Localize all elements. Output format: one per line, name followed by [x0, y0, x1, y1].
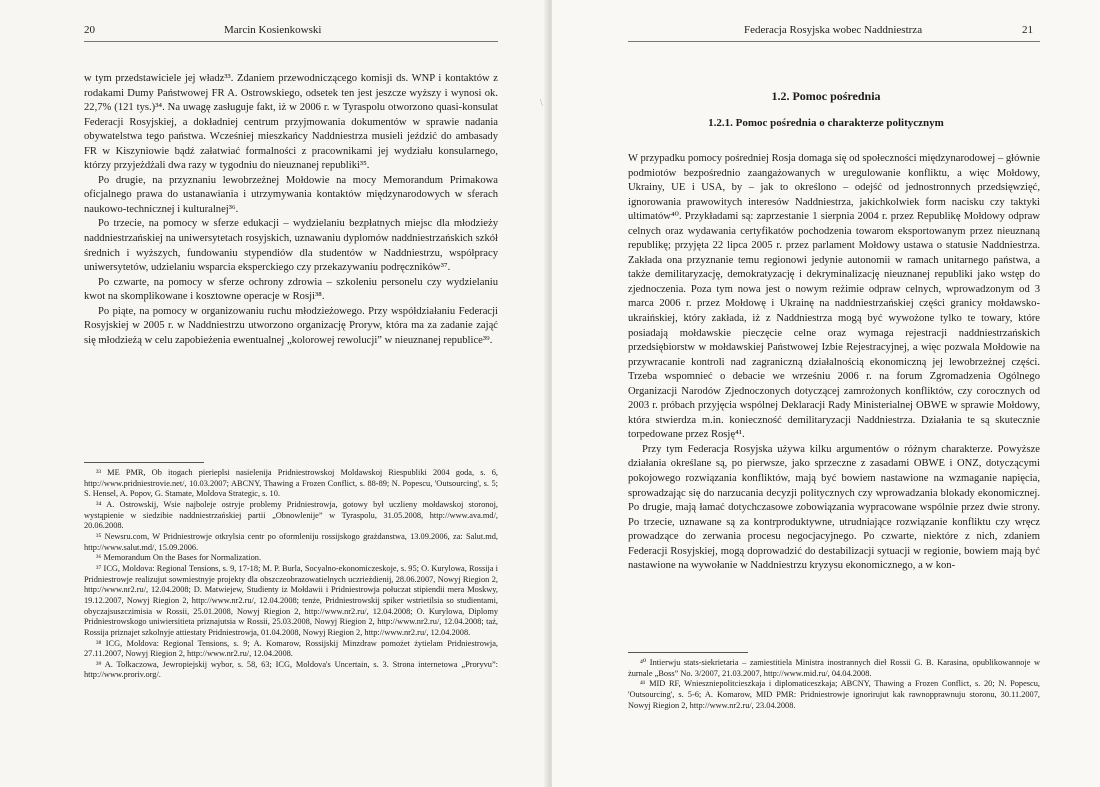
paragraph: w tym przedstawiciele jej władz³³. Zdaniem przewodniczącego komisji ds. WNP i kontaktów z rodakami Dumy Państwowej FR A. Ostrowskiego, odsetek ten jest jeszcze wyższy i wynosi ok. 22,7% (121 tys.)³⁴. Na uwagę zasługuje fakt, iż w 2006 r. w Tyraspolu otworzono quasi-konsulat Federacji Rosyjskiej, a dokładniej centrum przyjmowania dokumentów w sprawie nadania obywatelstwa tego państwa. Wcześniej mieszkańcy Naddniestrza musieli jeździć do ambasady FR w Kiszyniowie bądź załatwiać formalności z pracownikami jej wydziału konsularnego, którzy przyjeżdżali dwa razy w tygodniu do nieuznanej republiki³⁵.	[84, 73, 498, 172]
footnote: ³⁷ ICG, Moldova: Regional Tensions, s. 9, 17-18; M. P. Burla, Socyalno-ekonomiczeskoje, s. 95; O. Kurylowa, Rossija i Pridniestrowje realizujut sowmiestnyje projekty dla obszczeobrazowatielnych uczrieżdienij, 28.06.2007, Nowyj Riegion 2, http://www.nr2.ru/, 12.04.2008; D. Matwiejew, Studienty iz Mołdawii i Pridniestrowja połuczat stipiendii mera Moskwy, 19.12.2007, Nowyj Riegion 2, http://www.nr2.ru/, 12.04.2008; tenże, Pridniestrowskij spiker wstrietilsia so studientami, obyczajsuszczimisia w Rossii, 25.01.2008, Nowyj Riegion 2, http://www.nr2.ru/, 12.04.2008; O. Kurylowa, Diplomy Pridniestrowskogo uniwiersitieta priznajutsia w Rossii, 25.03.2008, Nowyj Riegion 2, http://www.nr2.ru/, 12.04.2008; taż, Rossija priznajet szkolnyje attiestaty Pridniestrowja, 01.04.2008, Nowyj Riegion 2, http://www.nr2.ru/, 12.04.2008.	[84, 563, 498, 637]
footnote: ³⁶ Memorandum On the Bases for Normalization.	[96, 553, 262, 563]
running-head: Federacja Rosyjska wobec Naddniestrza	[744, 24, 923, 36]
footnote: ³⁵ Newsru.com, W Pridniestrowje otkrylsia centr po oformleniju rossijskogo grażdanstwa, 13.09.2006, za: Salut.md, http://www.salut.md/, 15.09.2006.	[84, 531, 498, 552]
page-number: 21	[1022, 24, 1033, 36]
footnote: ⁴⁰ Intierwju stats-siekrietaria – zamiestitiela Ministra inostrannych dieł Rossii G. B. Karasina, opublikowannoje w żurnale „Boss” No. 3/2007, 21.03.2007, http://www.mid.ru/, 04.04.2008.	[628, 658, 1040, 678]
footnotes	[84, 468, 498, 681]
footnote: ⁴¹ MID RF, Wnieszniepolitcieszkaja i diplomaticeszkaja; ABCNY, Thawing a Frozen Conflict, s. 20; N. Popescu, 'Outsourcing', s. 5-6; A. Komarow, MID PMR: Pridniestrowje ignorirujut kak rawnopprawnuju storonu, 30.11.2007, Nowyj Riegion 2, http://www.nr2.ru/, 23.04.2008.	[628, 679, 1040, 710]
left-page	[0, 0, 548, 787]
paragraph: W przypadku pomocy pośredniej Rosja domaga się od społeczności międzynarodowej – głównie podmiotów bezpośrednio zaangażowanych w uregulowanie konfliktu, a więc Mołdowy, Ukrainy, UE i USA, by – jak to określono – odejść od jednostronnych przedsięwzięć, ignorowania prawowitych interesów Naddniestrza, jakichkolwiek form nacisku czy taktyki ultimatów⁴⁰. Przykładami są: zaprzestanie 1 sierpnia 2004 r. przez Republikę Mołdowy odpraw celnych oraz wydawania certyfikatów pochodzenia towarom eksportowanym przez nieuznaną republikę; przyjęta 22 lipca 2005 r. przez parlament Mołdowy ustawa o statusie Naddniestrza. Zakłada ona przyznanie temu regionowi jedynie autonomii w ramach unitarnego państwa, a także demilitaryzację, demokratyzację i dekryminalizację nieuznanej republiki jako wstęp do zjednoczenia. Poza tym nowa jest o nowym reżimie odpraw celnych, wprowadzonym od 3 marca 2006 r. przez Mołdowę i Ukrainę na naddniestrzańskiej części granicy mołdawsko-ukraińskiej, który zakłada, iż z Naddniestrza mogą być wywożone tylko te towary, które posiadają mołdawskie pieczęcie celne oraz wymaga rejestracji naddniestrzańskich przedsiębiorstw w mołdawskiej Państwowej Izbie Rejestracyjnej, a więc pozwala Mołdowie na przywracanie kontroli nad zagraniczną działalnością ekonomiczną jej lewobrzeżnej części. Trzeba wspomnieć o debacie we wrześniu 2006 r. na forum Zgromadzenia Ogólnego Organizacji Narodów Zjednoczonych dotyczącej zamrożonych konfliktów, czy corocznych od 2003 r. próbach przyjęcia wspólnej Deklaracji Rady Ministerialnej OBWE w sprawie Mołdowy, która stwierdza m.in. konieczność demilitaryzacji Naddniestrza. Działania te są skutecznie torpedowane przez Rosję⁴¹.	[628, 153, 1040, 441]
footnote: ³⁹ A. Tołkaczowa, Jewropiejskij wybor, s. 58, 63; ICG, Moldova's Uncertain, s. 3. Strona internetowa „Proryvu”: http://www.proriv.org/.	[84, 659, 498, 680]
section-heading: 1.2. Pomoc pośrednia	[771, 89, 881, 103]
paragraph: Przy tym Federacja Rosyjska używa kilku argumentów o różnym charakterze. Powyższe działania określane są, po pierwsze, jako sprzeczne z zasadami OBWE i ONZ, dotyczącymi pokojowego rozwiązania konfliktów, mają być bowiem nastawione na wzmaganie napięcia, sprowadzając się do narzucania decyzji politycznych czy wprowadzania blokady ekonomicznej. Po drugie, mają łamać dotychczasowe zobowiązania wypracowane wspólnie przez dwie strony. Po trzecie, uznawane są za kontrproduktywne, utrudniające rozwiązanie konfliktu czy wręcz prowadzące do zerwania procesu negocjacyjnego. Po czwarte, niektóre z nich, zdaniem Federacji Rosyjskiej, mogą doprowadzić do destabilizacji sytuacji w regionie, bowiem mają być nastawione na wywołanie w Naddniestrzu kryzysu ekonomicznego, a w kon-	[628, 443, 1040, 572]
header-rule	[628, 41, 1040, 42]
right-page	[540, 0, 1100, 787]
body-text	[628, 152, 1040, 574]
footnote-separator	[84, 462, 204, 463]
page-number: 20	[84, 24, 95, 36]
header-rule	[84, 41, 498, 42]
footnote-separator	[628, 652, 748, 653]
scan-mark: \	[540, 98, 543, 109]
paragraph: Po piąte, na pomocy w organizowaniu ruchu młodzieżowego. Przy współdziałaniu Federacji Rosyjskiej w 2005 r. w Naddniestrzu utworzono organizację Proryw, która ma za zadanie zająć się młodzieżą w celu zapobieżenia ewentualnej „kolorowej rewolucji” w nieuznanej republice³⁹.	[84, 305, 498, 346]
subsection-heading: 1.2.1. Pomoc pośrednia o charakterze politycznym	[708, 117, 944, 129]
body-text	[84, 72, 498, 348]
footnotes	[628, 658, 1040, 711]
paragraph: Po drugie, na przyznaniu lewobrzeżnej Mołdowie na mocy Memorandum Primakowa oficjalnego prawa do ustanawiania i utrzymywania kontaktów międzynarodowych w sferach naukowo-technicznej i kulturalnej³⁶.	[84, 174, 498, 215]
footnote: ³⁴ A. Ostrowskij, Wsie najboleje ostryje problemy Pridniestrowja, gotowy był uczlieny mołdawskoj storonoj, wystąpienie w siedzibie naddniestrzańskiej partii „Obnowlenije” w Tyraspolu, 31.05.2008, http://www.ava.md/, 20.06.2008.	[84, 499, 498, 531]
footnote: ³³ ME PMR, Ob itogach pierieplsi nasielenija Pridniestrowskoj Moldawskoj Riespubliki 2004 goda, s. 6, http://www.pridniestrovie.net/, 10.03.2007; ABCNY, Thawing a Frozen Conflict, s. 88-89; N. Popescu, 'Outsourcing', s. 5; S. Hensel, A. Popov, G. Stamate, Moldova Strategic, s. 10.	[84, 468, 498, 499]
paragraph: Po czwarte, na pomocy w sferze ochrony zdrowia – szkoleniu personelu czy wydzielaniu kwot na skomplikowane i kosztowne operacje w Rosji³⁸.	[84, 276, 498, 303]
running-head: Marcin Kosienkowski	[224, 24, 322, 36]
footnote: ³⁸ ICG, Moldova: Regional Tensions, s. 9; A. Komarow, Rossijskij Minzdraw pomożet żytielam Pridniestrowja, 27.11.2007, Nowyj Riegion 2, http://www.nr2.ru/, 12.04.2008.	[84, 638, 498, 659]
paragraph: Po trzecie, na pomocy w sferze edukacji – wydzielaniu bezpłatnych miejsc dla młodzieży naddniestrzańskiej na uniwersytetach rosyjskich, uznawaniu dyplomów naddniestrzańskich szkół średnich i wyższych, fundowaniu stypendiów dla studentów w Naddniestrzu, współpracy uniwersytetów, udzielaniu wsparcia eksperckiego czy przekazywaniu podręczników³⁷.	[84, 218, 498, 274]
